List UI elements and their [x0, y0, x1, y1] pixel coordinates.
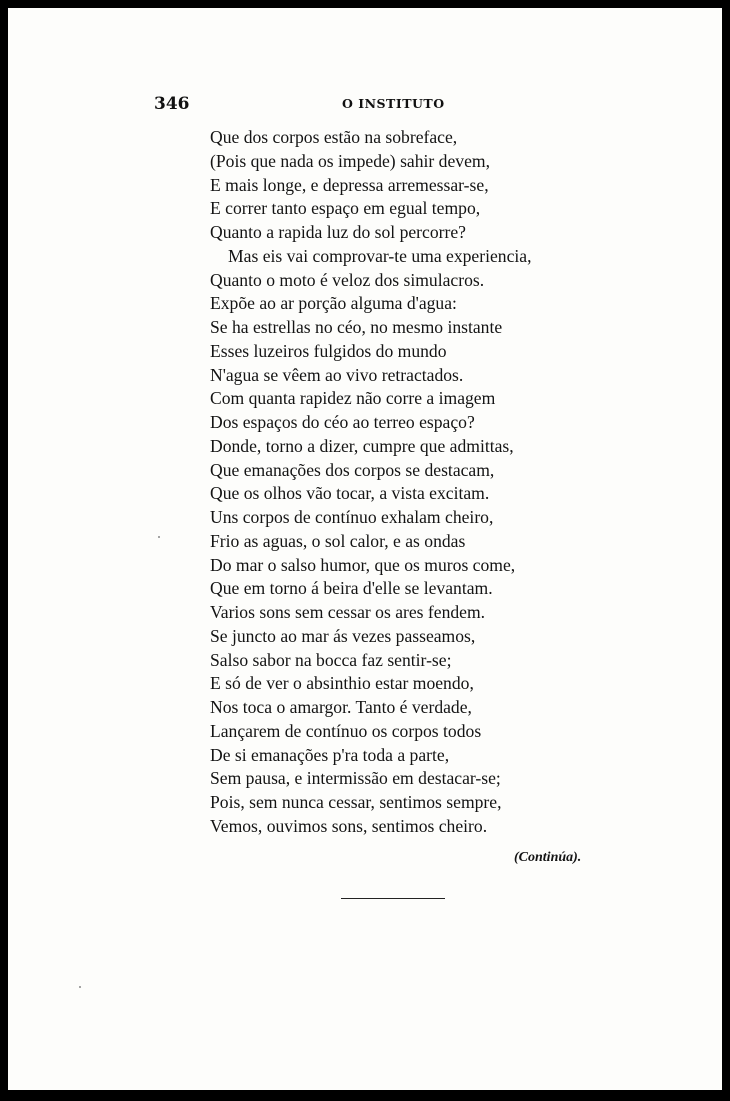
poem-line: Vemos, ouvimos sons, sentimos cheiro.	[210, 815, 488, 836]
poem-line: Que dos corpos estão na sobreface,	[210, 127, 458, 147]
poem-line: E correr tanto espaço em egual tempo,	[210, 198, 481, 219]
poem-line: Salso sabor na bocca faz sentir-se;	[210, 649, 452, 670]
poem-line: Com quanta rapidez não corre a imagem	[210, 388, 496, 409]
poem-line: De si emanações p'ra toda a parte,	[210, 744, 450, 765]
poem-line: Se juncto ao mar ás vezes passeamos,	[210, 625, 476, 646]
poem-line: Frio as aguas, o sol calor, e as ondas	[210, 530, 466, 551]
poem-line: Sem pausa, e intermissão em destacar-se;	[210, 768, 501, 789]
poem-line: Pois, sem nunca cessar, sentimos sempre,	[210, 792, 502, 812]
poem-line: Varios sons sem cessar os ares fendem.	[210, 602, 486, 622]
poem-line: Mas eis vai comprovar-te uma experiencia,	[228, 245, 532, 266]
poem-line: Quanto a rapida luz do sol percorre?	[210, 222, 466, 242]
print-speck	[79, 986, 81, 988]
document-page	[8, 8, 722, 1090]
poem-line: Se ha estrellas no céo, no mesmo instante	[210, 317, 503, 337]
poem-text	[210, 126, 532, 839]
running-head: O INSTITUTO	[342, 96, 445, 111]
page-number: 346	[154, 94, 190, 114]
end-rule	[341, 898, 445, 899]
poem-line: Nos toca o amargor. Tanto é verdade,	[210, 697, 472, 717]
poem-line: E mais longe, e depressa arremessar-se,	[210, 174, 489, 195]
poem-line: Do mar o salso humor, que os muros come,	[210, 554, 516, 575]
continuation-note: (Continúa).	[514, 850, 582, 865]
poem-line: Que emanações dos corpos se destacam,	[210, 459, 495, 480]
poem-line: Donde, torno a dizer, cumpre que admittas,	[210, 435, 514, 456]
poem-line: Quanto o moto é veloz dos simulacros.	[210, 269, 485, 290]
poem-line: Que os olhos vão tocar, a vista excitam.	[210, 483, 490, 504]
poem-line: N'agua se vêem ao vivo retractados.	[210, 364, 464, 385]
poem-line: Esses luzeiros fulgidos do mundo	[210, 340, 447, 361]
poem-line: Que em torno á beira d'elle se levantam.	[210, 578, 493, 599]
poem-line: (Pois que nada os impede) sahir devem,	[210, 150, 490, 171]
poem-line: Expõe ao ar porção alguma d'agua:	[210, 293, 457, 314]
print-speck	[158, 536, 160, 538]
poem-line: Lançarem de contínuo os corpos todos	[210, 720, 482, 741]
poem-line: Dos espaços do céo ao terreo espaço?	[210, 412, 475, 432]
page-header	[8, 94, 722, 118]
poem-line: E só de ver o absinthio estar moendo,	[210, 673, 474, 694]
poem-line: Uns corpos de contínuo exhalam cheiro,	[210, 507, 494, 527]
